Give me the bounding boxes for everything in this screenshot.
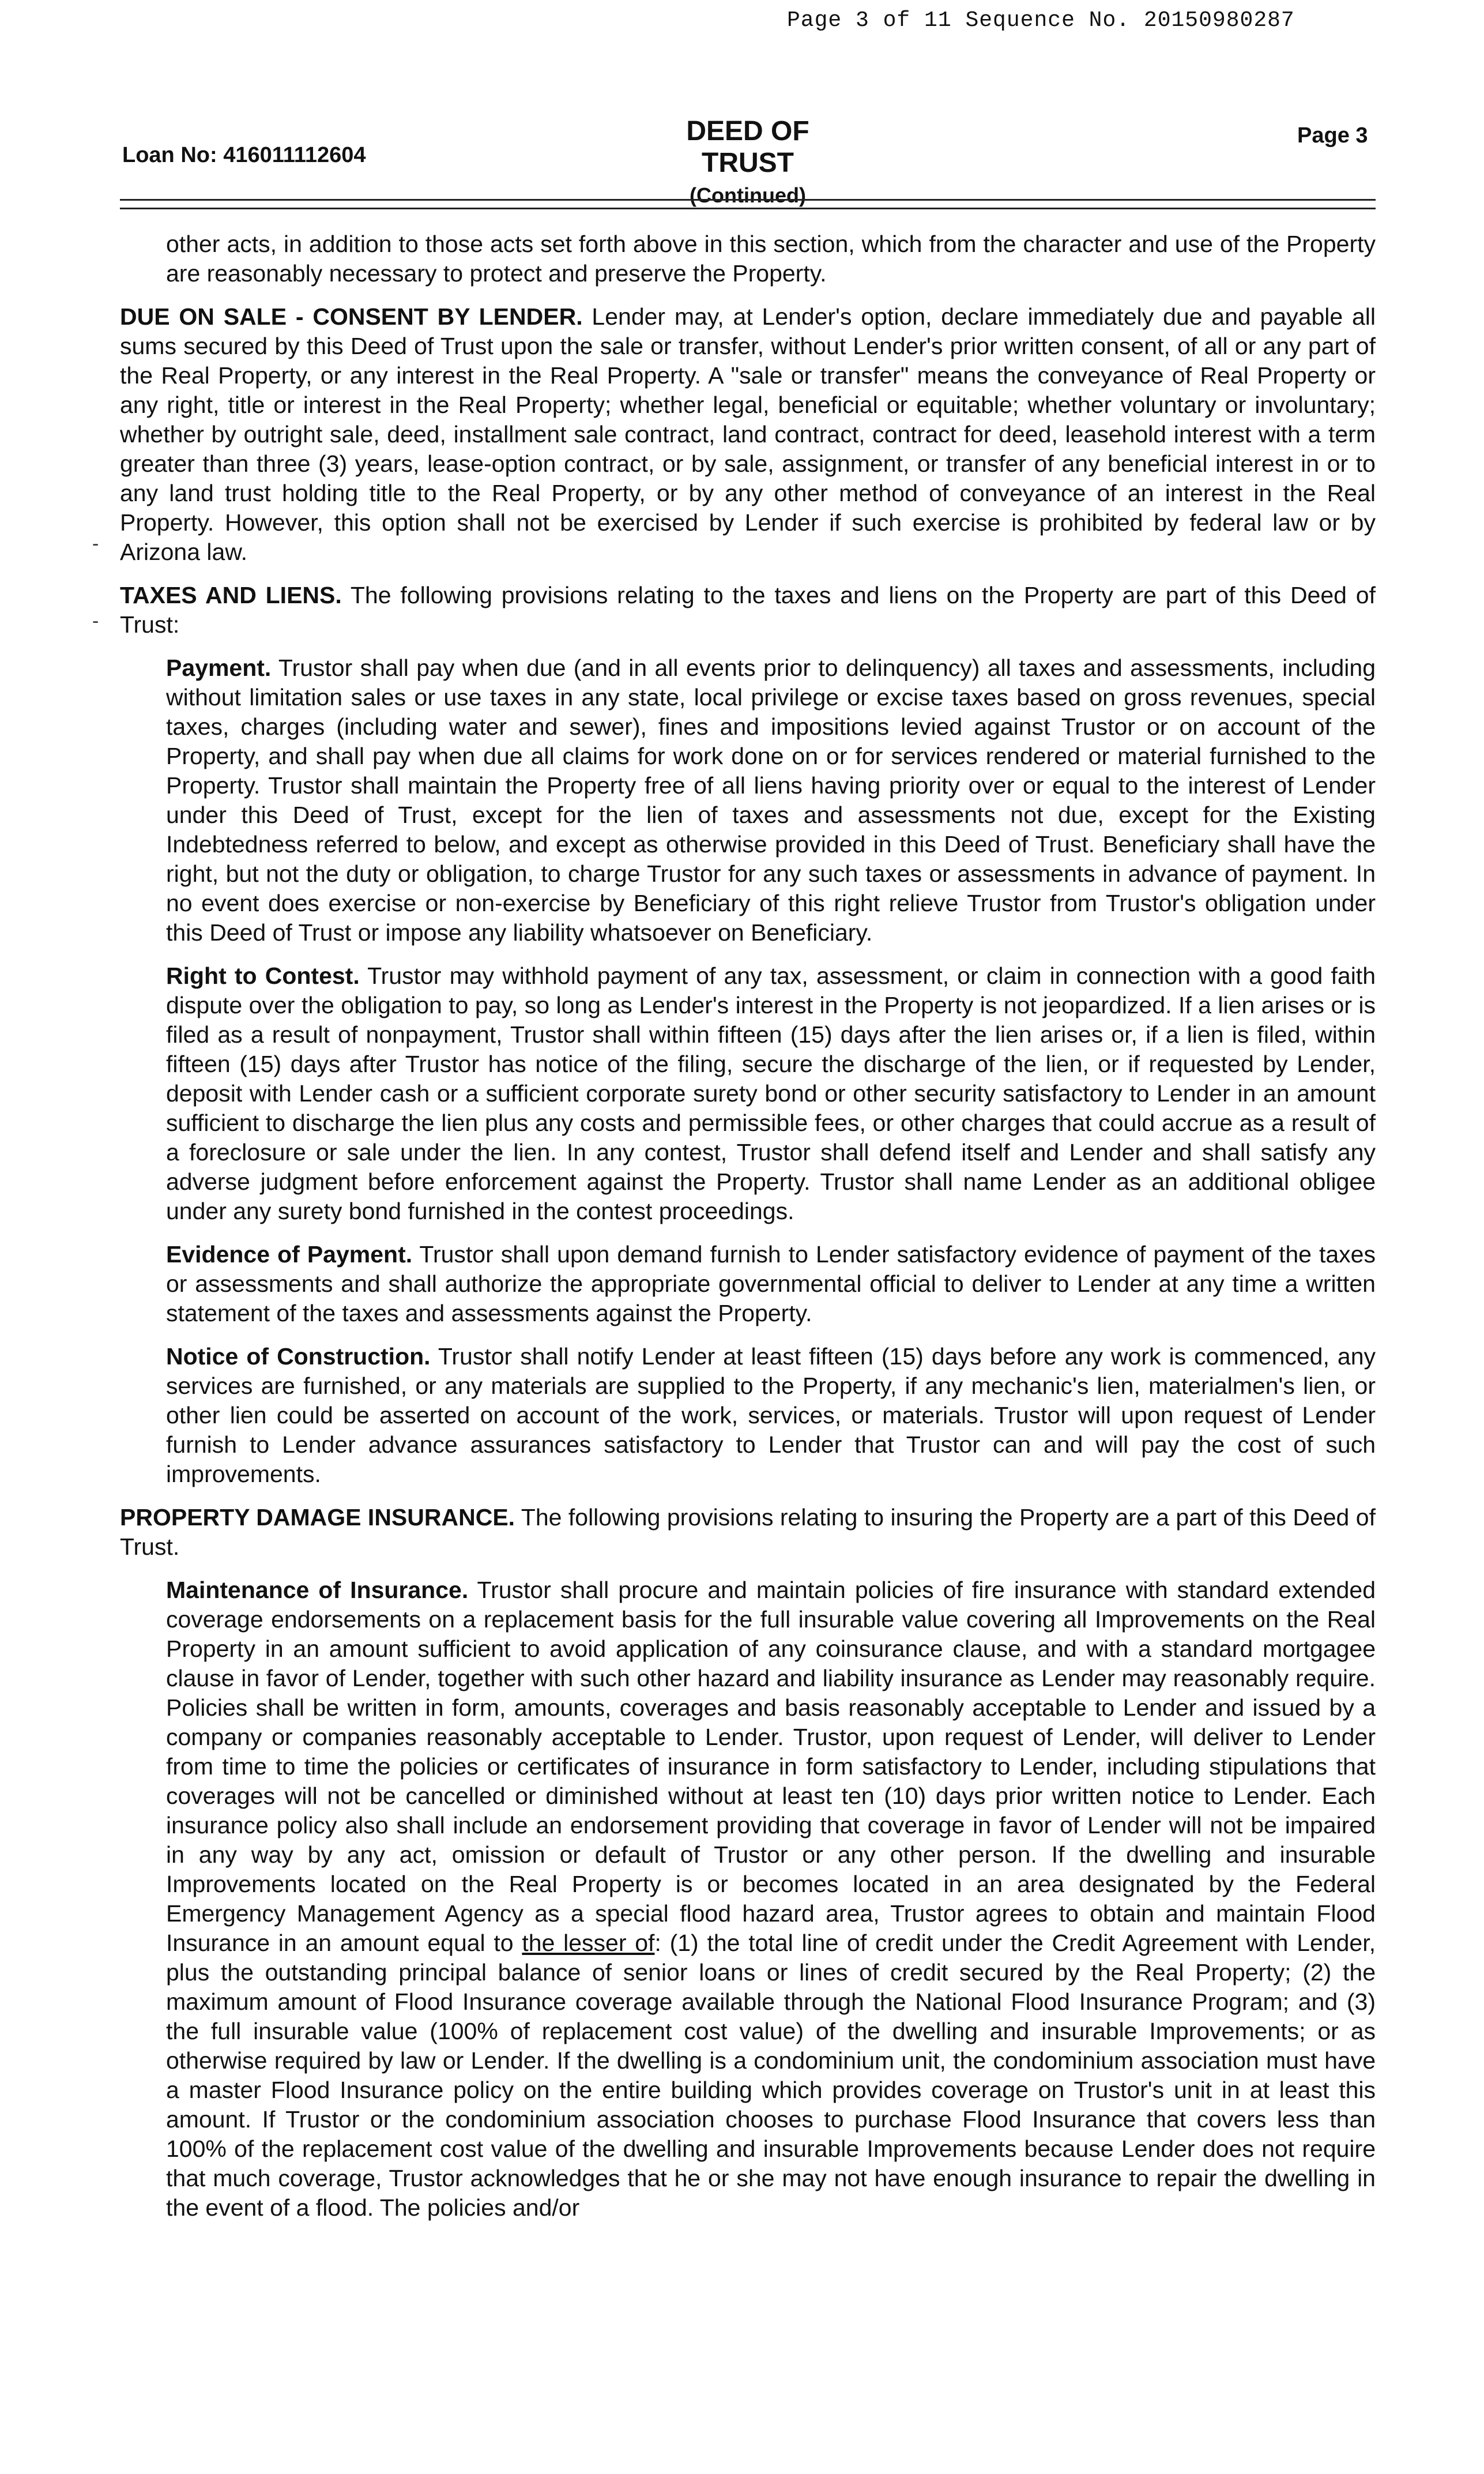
subsection-notice-of-construction xyxy=(120,1342,1376,1489)
margin-mark: - xyxy=(92,610,99,632)
subsection-heading: Maintenance of Insurance. xyxy=(166,1577,469,1603)
subsection-heading: Evidence of Payment. xyxy=(166,1241,413,1268)
section-heading: TAXES AND LIENS. xyxy=(120,582,342,608)
loan-number: Loan No: 416011112604 xyxy=(122,143,366,167)
section-taxes-and-liens xyxy=(120,581,1376,640)
subsection-heading: Right to Contest. xyxy=(166,962,360,989)
subsection-text: Trustor may withhold payment of any tax, assessment, or claim in connection with a good faith dispute over the obligation to pay, so long as Lender's interest in the Property is not jeopardized. If a lien arises or is filed as a result of nonpayment, Trustor shall within fifteen (15) days after the lien arises or, if a lien is filed, within fifteen (15) days after Trustor has notice of the filing, secure the discharge of the lien, or if requested by Lender, deposit with Lender cash or a sufficient corporate surety bond or other security satisfactory to Lender in an amount sufficient to discharge the lien plus any costs and permissible fees, or other charges that could accrue as a result of a foreclosure or sale under the lien. In any contest, Trustor shall defend itself and Lender and shall satisfy any adverse judgment before enforcement against the Property. Trustor shall name Lender as an additional obligee under any surety bond furnished in the contest proceedings. xyxy=(166,962,1376,1224)
recording-stamp: Page 3 of 11 Sequence No. 20150980287 xyxy=(787,8,1295,33)
subsection-payment xyxy=(120,653,1376,948)
section-text: Lender may, at Lender's option, declare immediately due and payable all sums secured by this Deed of Trust upon the sale or transfer, without Lender's prior written consent, of all or any part of the Real Property, or any interest in the Real Property. A "sale or transfer" means the conveyance of Real Property or any right, title or interest in the Real Property; whether legal, beneficial or equitable; whether voluntary or involuntary; whether by outright sale, deed, installment sale contract, land contract, contract for deed, leasehold interest with a term greater than three (3) years, lease-option contract, or by sale, assignment, or transfer of any beneficial interest in or to any land trust holding title to the Real Property, or by any other method of conveyance of an interest in the Real Property. However, this option shall not be exercised by Lender if such exercise is prohibited by federal law or by Arizona law. xyxy=(120,303,1376,565)
subsection-maintenance-of-insurance xyxy=(120,1576,1376,2223)
section-text: The following provisions relating to insuring the Property are a part of this Deed of Trust. xyxy=(120,1504,1376,1560)
section-heading: PROPERTY DAMAGE INSURANCE. xyxy=(120,1504,515,1531)
margin-mark: - xyxy=(92,533,99,555)
document-title-block xyxy=(638,115,857,208)
section-heading: DUE ON SALE - CONSENT BY LENDER. xyxy=(120,303,583,330)
subsection-text: Trustor shall pay when due (and in all events prior to delinquency) all taxes and assessments, including without limitation sales or use taxes in any state, local privilege or excise taxes based on gross revenues, special taxes, charges (including water and sewer), fines and impositions levied against Trustor or on account of the Property, and shall pay when due all claims for work done on or for services rendered or material furnished to the Property. Trustor shall maintain the Property free of all liens having priority over or equal to the interest of Lender under this Deed of Trust, except for the lien of taxes and assessments not due, except for the Existing Indebtedness referred to below, and except as otherwise provided in this Deed of Trust. Beneficiary shall have the right, but not the duty or obligation, to charge Trustor for any such taxes or assessments in advance of payment. In no event does exercise or non-exercise by Beneficiary of this right relieve Trustor from Trustor's obligation under this Deed of Trust or impose any liability whatsoever on Beneficiary. xyxy=(166,655,1376,946)
page-label: Page 3 xyxy=(1297,123,1368,148)
document-title: DEED OF TRUST xyxy=(686,116,809,178)
document-subtitle: (Continued) xyxy=(690,183,806,207)
document-body xyxy=(120,230,1376,2236)
underlined-term: the lesser of xyxy=(522,1930,655,1956)
subsection-text: Trustor shall upon demand furnish to Lender satisfactory evidence of payment of the taxes or assessments and shall authorize the appropriate governmental official to deliver to Lender at any time a written statement of the taxes and assessments against the Property. xyxy=(166,1241,1376,1326)
subsection-text: : (1) the total line of credit under the Credit Agreement with Lender, plus the outstanding principal balance of senior loans or lines of credit secured by the Real Property; (2) the maximum amount of Flood Insurance coverage available through the National Flood Insurance Program; and (3) the full insurable value (100% of replacement cost value) of the dwelling and insurable Improvements; or as otherwise required by law or Lender. If the dwelling is a condominium unit, the condominium association must have a master Flood Insurance policy on the entire building which provides coverage on Trustor's unit in at least this amount. If Trustor or the condominium association chooses to purchase Flood Insurance that covers less than 100% of the replacement cost value of the dwelling and insurable Improvements because Lender does not require that much coverage, Trustor acknowledges that he or she may not have enough insurance to repair the dwelling in the event of a flood. The policies and/or xyxy=(166,1930,1376,2221)
subsection-right-to-contest xyxy=(120,961,1376,1226)
header-rule-bottom xyxy=(120,208,1376,209)
header-rule-top xyxy=(120,199,1376,201)
subsection-text: Trustor shall notify Lender at least fifteen (15) days before any work is commenced, any services are furnished, or any materials are supplied to the Property, if any mechanic's lien, materialmen's lien, or other lien could be asserted on account of the work, services, or materials. Trustor will upon request of Lender furnish to Lender advance assurances satisfactory to Lender that Trustor can and will pay the cost of such improvements. xyxy=(166,1343,1376,1487)
subsection-heading: Notice of Construction. xyxy=(166,1343,431,1370)
subsection-heading: Payment. xyxy=(166,655,272,681)
section-property-damage-insurance xyxy=(120,1503,1376,1562)
section-text: The following provisions relating to the taxes and liens on the Property are part of this Deed of Trust: xyxy=(120,582,1376,638)
section-due-on-sale xyxy=(120,302,1376,567)
subsection-text: Trustor shall procure and maintain policies of fire insurance with standard extended coverage endorsements on a replacement basis for the full insurable value covering all Improvements on the Real Property in an amount sufficient to avoid application of any coinsurance clause, and with a standard mortgagee clause in favor of Lender, together with such other hazard and liability insurance as Lender may reasonably require. Policies shall be written in form, amounts, coverages and basis reasonably acceptable to Lender and issued by a company or companies reasonably acceptable to Lender. Trustor, upon request of Lender, will deliver to Lender from time to time the policies or certificates of insurance in form satisfactory to Lender, including stipulations that coverages will not be cancelled or diminished without at least ten (10) days prior written notice to Lender. Each insurance policy also shall include an endorsement providing that coverage in favor of Lender will not be impaired in any way by any act, omission or default of Trustor or any other person. If the dwelling and insurable Improvements located on the Real Property is or becomes located in an area designated by the Federal Emergency Management Agency as a special flood hazard area, Trustor agrees to obtain and maintain Flood Insurance in an amount equal to xyxy=(166,1577,1376,1956)
subsection-evidence-of-payment xyxy=(120,1240,1376,1328)
paragraph-continuation: other acts, in addition to those acts set forth above in this section, which from the character and use of the Property are reasonably necessary to protect and preserve the Property. xyxy=(166,231,1376,287)
